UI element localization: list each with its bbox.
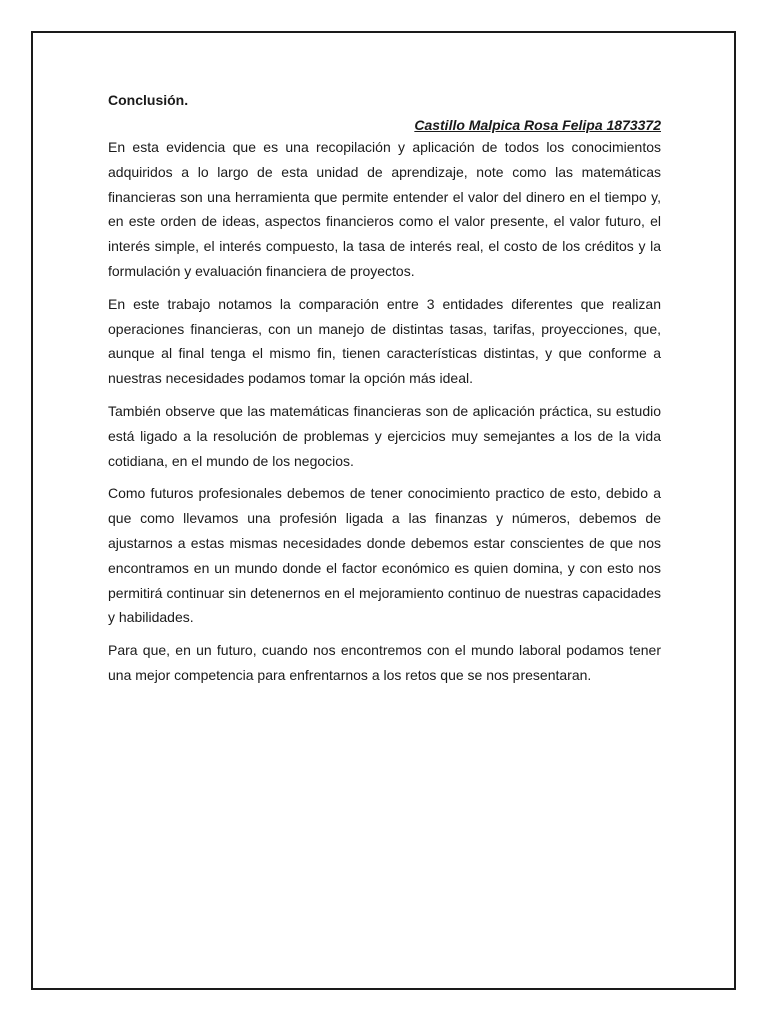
document-body — [108, 90, 661, 696]
paragraph-2: En este trabajo notamos la comparación entre 3 entidades diferentes que realizan operaciones financieras, con un manejo de distintas tasas, tarifas, proyecciones, que, aunque al final tenga el mismo fin, tienen características distintas, y que conforme a nuestras necesidades podamos tomar la opción más ideal. — [108, 295, 661, 387]
author-line: Castillo Malpica Rosa Felipa 1873372 — [414, 117, 661, 133]
paragraph-1: En esta evidencia que es una recopilación y aplicación de todos los conocimientos adquiridos a lo largo de esta unidad de aprendizaje, note como las matemáticas financieras son una herramienta que permite entender el valor del dinero en el tiempo y, en este orden de ideas, aspectos financieros como el valor presente, el valor futuro, el interés simple, el interés compuesto, la tasa de interés real, el costo de los créditos y la formulación y evaluación financiera de proyectos. — [108, 139, 661, 279]
paragraph-4: Como futuros profesionales debemos de tener conocimiento practico de esto, debido a que como llevamos una profesión ligada a las finanzas y números, debemos de ajustarnos a estas mismas necesidades donde debemos estar conscientes de que nos encontramos en un mundo donde el factor económico es quien domina, y con esto nos permitirá continuar sin detenernos en el mejoramiento continuo de nuestras capacidades y habilidades. — [108, 485, 661, 626]
paragraph-3: También observe que las matemáticas financieras son de aplicación práctica, su estudio está ligado a la resolución de problemas y ejercicios muy semejantes a los de la vida cotidiana, en el mundo de los negocios. — [108, 402, 661, 469]
conclusion-heading: Conclusión. — [108, 92, 189, 108]
paragraph-5: Para que, en un futuro, cuando nos encontremos con el mundo laboral podamos tener una mejor competencia para enfrentarnos a los retos que se nos presentaran. — [108, 642, 661, 683]
document-page — [31, 31, 736, 990]
